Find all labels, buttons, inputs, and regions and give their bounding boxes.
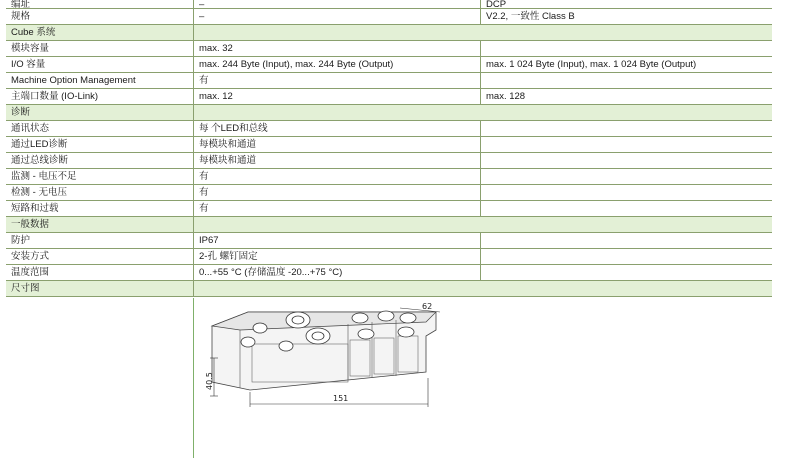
spec-table [6, 0, 772, 297]
row-value-1: max. 32 [193, 41, 485, 56]
row-label: 编址 [11, 0, 31, 8]
section-title: Cube 系统 [11, 27, 56, 38]
row-value-2 [480, 201, 778, 216]
row-value-1: 0...+55 °C (存储温度 -20...+75 °C) [193, 265, 485, 280]
row-value-2 [480, 41, 778, 56]
table-row [6, 89, 772, 105]
row-label: 温度范围 [11, 267, 50, 278]
row-value-2: max. 128 [480, 89, 778, 104]
section-header-row [6, 281, 772, 297]
width-dimension-label: 151 [333, 394, 349, 403]
section-title: 诊断 [11, 107, 31, 118]
table-row [6, 121, 772, 137]
row-label: 检测 - 无电压 [11, 187, 67, 198]
section-header-row [6, 105, 772, 121]
row-label: 通过总线诊断 [11, 155, 69, 166]
row-value-2 [480, 233, 778, 248]
section-title: 尺寸图 [11, 283, 40, 294]
row-value-2: max. 1 024 Byte (Input), max. 1 024 Byte (Output) [480, 57, 778, 72]
row-value-2 [480, 265, 778, 280]
row-value-2 [480, 153, 778, 168]
section-blank-cell [193, 105, 485, 120]
column-divider [193, 298, 194, 458]
row-label: 安装方式 [11, 251, 50, 262]
row-label: 通过LED诊断 [11, 139, 68, 150]
table-row [6, 265, 772, 281]
table-row [6, 41, 772, 57]
row-value-1: 每 个LED和总线 [193, 121, 485, 136]
section-title: 一般数据 [11, 219, 50, 230]
depth-dimension-label: 62 [422, 302, 433, 311]
dimension-drawing [200, 300, 460, 408]
table-row [6, 137, 772, 153]
row-value-1: 有 [193, 169, 485, 184]
section-header-row [6, 217, 772, 233]
table-row [6, 73, 772, 89]
table-row [6, 9, 772, 25]
row-value-1: 有 [193, 185, 485, 200]
table-row [6, 185, 772, 201]
row-label: 短路和过载 [11, 203, 59, 214]
row-value-2 [480, 169, 778, 184]
row-value-1: – [193, 9, 485, 24]
section-header-row [6, 25, 772, 41]
row-label: Machine Option Management [11, 75, 136, 86]
row-value-1: 2-孔 螺钉固定 [193, 249, 485, 264]
row-value-2 [480, 185, 778, 200]
row-label: 防护 [11, 235, 31, 246]
row-value-1: IP67 [193, 233, 485, 248]
row-label: 规格 [11, 11, 31, 22]
row-value-2 [480, 249, 778, 264]
row-label: 通讯状态 [11, 123, 50, 134]
table-row [6, 201, 772, 217]
table-row [6, 233, 772, 249]
section-blank-cell [193, 25, 485, 40]
table-row [6, 153, 772, 169]
table-row [6, 169, 772, 185]
row-value-1: 有 [193, 201, 485, 216]
row-value-1: 每模块和通道 [193, 153, 485, 168]
row-value-2 [480, 137, 778, 152]
row-value-2 [480, 73, 778, 88]
row-value-1: max. 12 [193, 89, 485, 104]
row-value-1: max. 244 Byte (Input), max. 244 Byte (Output) [193, 57, 485, 72]
section-blank-cell [193, 217, 485, 232]
row-label: 模块容量 [11, 43, 50, 54]
row-value-1: 有 [193, 73, 485, 88]
table-row [6, 57, 772, 73]
section-blank-cell [193, 281, 485, 296]
row-label: 主端口数量 (IO-Link) [11, 91, 99, 102]
table-row [6, 249, 772, 265]
height-dimension-label: 40.5 [205, 372, 214, 390]
row-label: I/O 容量 [11, 59, 46, 70]
row-value-2 [480, 121, 778, 136]
row-value-1: 每模块和通道 [193, 137, 485, 152]
row-value-2: DCP [480, 0, 772, 8]
table-row [6, 0, 772, 9]
row-label: 监测 - 电压不足 [11, 171, 77, 182]
row-value-2: V2.2, 一致性 Class B [480, 9, 778, 24]
row-value-1: – [193, 0, 485, 8]
